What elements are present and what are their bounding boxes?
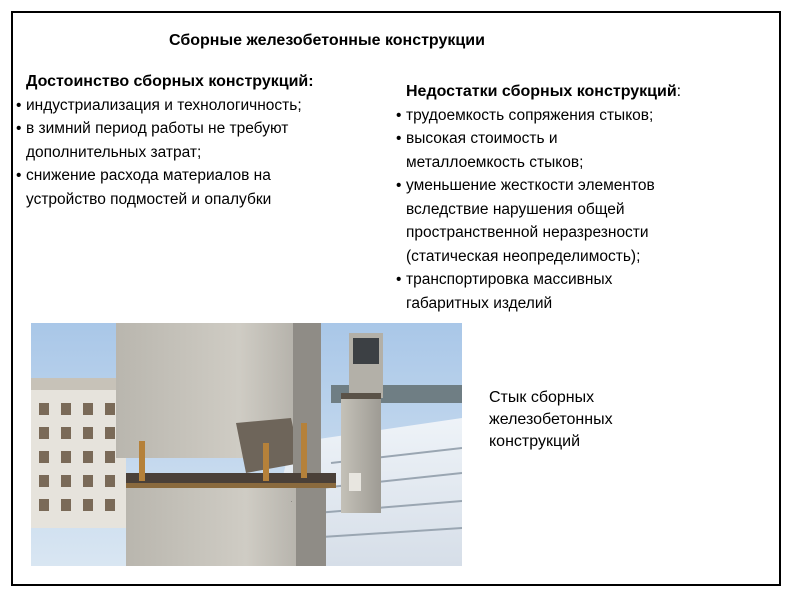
photo-caption: Стык сборных железобетонных конструкций bbox=[489, 389, 613, 450]
list-item: • трудоемкость сопряжения стыков; bbox=[396, 104, 776, 128]
list-item: • высокая стоимость и металлоемкость стыков; bbox=[396, 127, 776, 174]
list-item: • в зимний период работы не требуют дополнительных затрат; bbox=[16, 117, 386, 164]
disadvantages-block bbox=[396, 80, 776, 315]
slide-title: Сборные железобетонные конструкции bbox=[169, 32, 485, 49]
disadvantages-list bbox=[396, 104, 776, 316]
list-item: • уменьшение жесткости элементов вследствие нарушения общей пространственной неразрезности (статическая неопределимость); bbox=[396, 174, 776, 268]
joint-photo bbox=[31, 323, 462, 566]
disadvantages-heading bbox=[396, 80, 776, 104]
list-item: • снижение расхода материалов на устройство подмостей и опалубки bbox=[16, 164, 386, 211]
list-item: • индустриализация и технологичность; bbox=[16, 94, 386, 118]
advantages-block bbox=[16, 70, 386, 211]
disadvantages-heading-text: Недостатки сборных конструкций bbox=[406, 83, 677, 100]
advantages-list bbox=[16, 94, 386, 212]
disadvantages-heading-colon: : bbox=[676, 83, 682, 100]
advantages-heading: Достоинство сборных конструкций: bbox=[26, 73, 314, 90]
list-item: • транспортировка массивных габаритных изделий bbox=[396, 268, 776, 315]
